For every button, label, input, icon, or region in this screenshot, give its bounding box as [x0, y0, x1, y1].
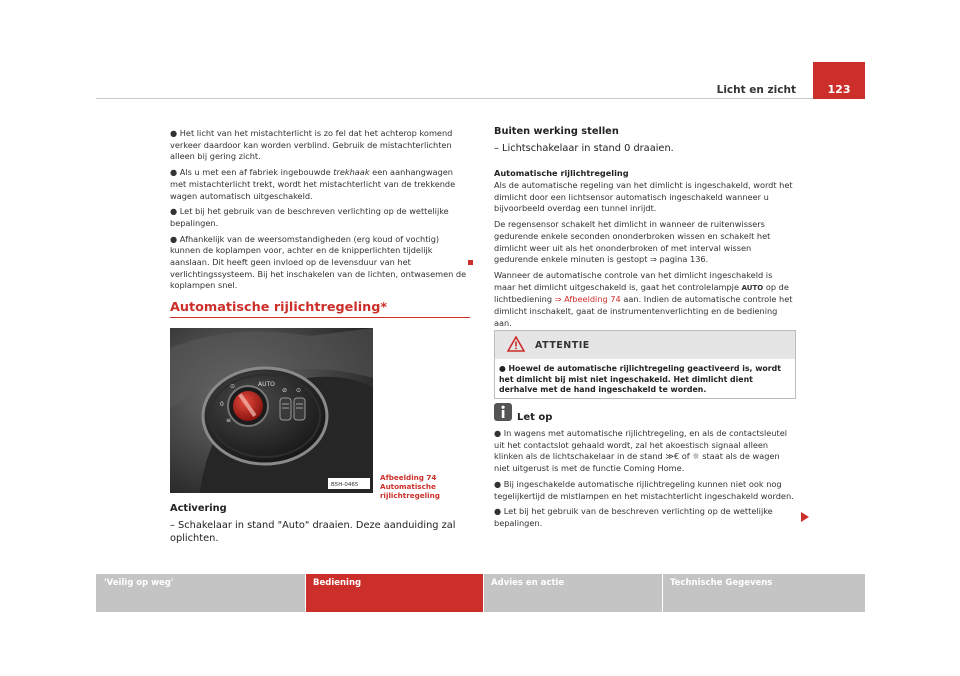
warning-triangle-icon — [507, 336, 525, 352]
running-header: Licht en zicht — [716, 84, 796, 96]
activation-step: – Schakelaar in stand "Auto" draaien. Deze aanduiding zal oplichten. — [170, 520, 456, 544]
section-title: Automatische rijlichtregeling* — [170, 300, 388, 315]
activation-heading: Activering — [170, 503, 227, 514]
next-page-arrow-icon[interactable] — [801, 512, 809, 522]
list-item: ● Let bij het gebruik van de beschreven verlichting op de wettelijke bepalingen. — [494, 506, 773, 528]
svg-text:≡: ≡ — [226, 417, 232, 424]
auto-heading: Automatische rijlichtregeling — [494, 168, 629, 178]
svg-text:⊙: ⊙ — [230, 383, 236, 390]
warning-text: ● Hoewel de automatische rijlichtregeling geactiveerd is, wordt het dimlicht bij mist niet ingeschakeld. Het dimlicht dient derhalve met de hand ingeschakeld te worden. — [499, 364, 781, 395]
right-body — [494, 180, 794, 333]
svg-text:⊙: ⊙ — [296, 387, 302, 394]
page-number-box — [813, 62, 865, 99]
warning-header — [495, 331, 795, 359]
figure-light-switch — [170, 328, 373, 493]
left-bullet-list — [170, 128, 470, 296]
end-marker-icon — [468, 260, 473, 265]
section-rule — [170, 317, 470, 318]
light-switch-illustration — [170, 328, 373, 493]
auto-indicator-icon: AUTO — [741, 283, 764, 292]
list-item: ● Bij ingeschakelde automatische rijlichtregeling kunnen niet ook nog tegelijkertijd de mistlampen en het mistachterlicht ingeschakeld worden. — [494, 478, 794, 501]
paragraph: Als de automatische regeling van het dimlicht is ingeschakeld, wordt het dimlicht door een lichtsensor automatisch ingeschakeld wanneer u bijvoorbeeld overdag een tunnel inrijdt. — [494, 180, 793, 214]
paragraph: Wanneer de automatische controle van het dimlicht ingeschakeld is maar het dimlicht uitgeschakeld is, gaat het controlelampje AUTO op de lichtbediening ⇒ Afbeelding 74 aan. Indien de automatische controle het dimlicht inschakelt, gaat de instrumentenverlichting en de bediening aan. — [494, 269, 793, 328]
deactivate-step: – Lichtschakelaar in stand 0 draaien. — [494, 143, 674, 154]
list-item: ● Als u met een af fabriek ingebouwde trekhaak een aanhangwagen met mistachterlicht trekt, wordt het mistachterlicht van de trekkende wagen automatisch uitgeschakeld. — [170, 167, 456, 201]
page-number: 123 — [827, 83, 851, 96]
info-icon — [494, 403, 512, 421]
note-title: Let op — [517, 412, 553, 423]
footer-divider — [305, 574, 306, 612]
list-item: ● Het licht van het mistachterlicht is zo fel dat het achterop komend verkeer daardoor kan worden verblind. Gebruik de mistachterlichten alleen bij gering zicht. — [170, 128, 453, 162]
figure-code: B5H-0465 — [331, 482, 359, 488]
footer-tab-technische[interactable]: Technische Gegevens — [662, 574, 865, 612]
note-list — [494, 428, 794, 534]
list-item: ● In wagens met automatische rijlichtregeling, en als de contactsleutel uit het contactslot gehaald wordt, zal het akoestisch signaal alleen klinken als de lichtschakelaar in de stand ≫€ of ☼ staat als de wagen niet uitgerust is met de functie Coming Home. — [494, 428, 788, 474]
warning-box — [494, 330, 796, 399]
footer-tab-veilig[interactable]: 'Veilig op weg' — [96, 574, 305, 612]
light-symbol-icon: ☼ — [692, 451, 700, 462]
list-item: ● Let bij het gebruik van de beschreven verlichting op de wettelijke bepalingen. — [170, 206, 449, 228]
deactivate-heading: Buiten werking stellen — [494, 126, 619, 137]
svg-text:AUTO: AUTO — [258, 381, 275, 388]
footer-divider — [483, 574, 484, 612]
warning-label: ATTENTIE — [535, 340, 590, 351]
svg-text:0: 0 — [220, 401, 224, 408]
footer-divider — [662, 574, 663, 612]
footer-tab-bediening[interactable]: Bediening — [305, 574, 483, 612]
header-rule — [96, 98, 864, 99]
footer-tab-advies[interactable]: Advies en actie — [483, 574, 662, 612]
paragraph: De regensensor schakelt het dimlicht in wanneer de ruitenwissers gedurende enkele seconden ononderbroken wissen en schakelt het dimlicht weer uit als het ononderbroken of met interval wissen gedurende enkele minuten is gestopt ⇒ pagina 136. — [494, 219, 771, 265]
list-item: ● Afhankelijk van de weersomstandigheden (erg koud of vochtig) kunnen de koplampen voor, achter en de knipperlichten tijdelijk aanslaan. Dit heeft geen invloed op de levensduur van het verlichtingssysteem. Bij het inschakelen van de lichten, ontwasemen de koplampen snel. — [170, 233, 467, 291]
figure-caption: Afbeelding 74 Automatische rijlichtregeling — [380, 473, 440, 500]
figure-reference-link[interactable]: ⇒ Afbeelding 74 — [554, 294, 621, 305]
svg-text:⊘: ⊘ — [282, 387, 288, 394]
